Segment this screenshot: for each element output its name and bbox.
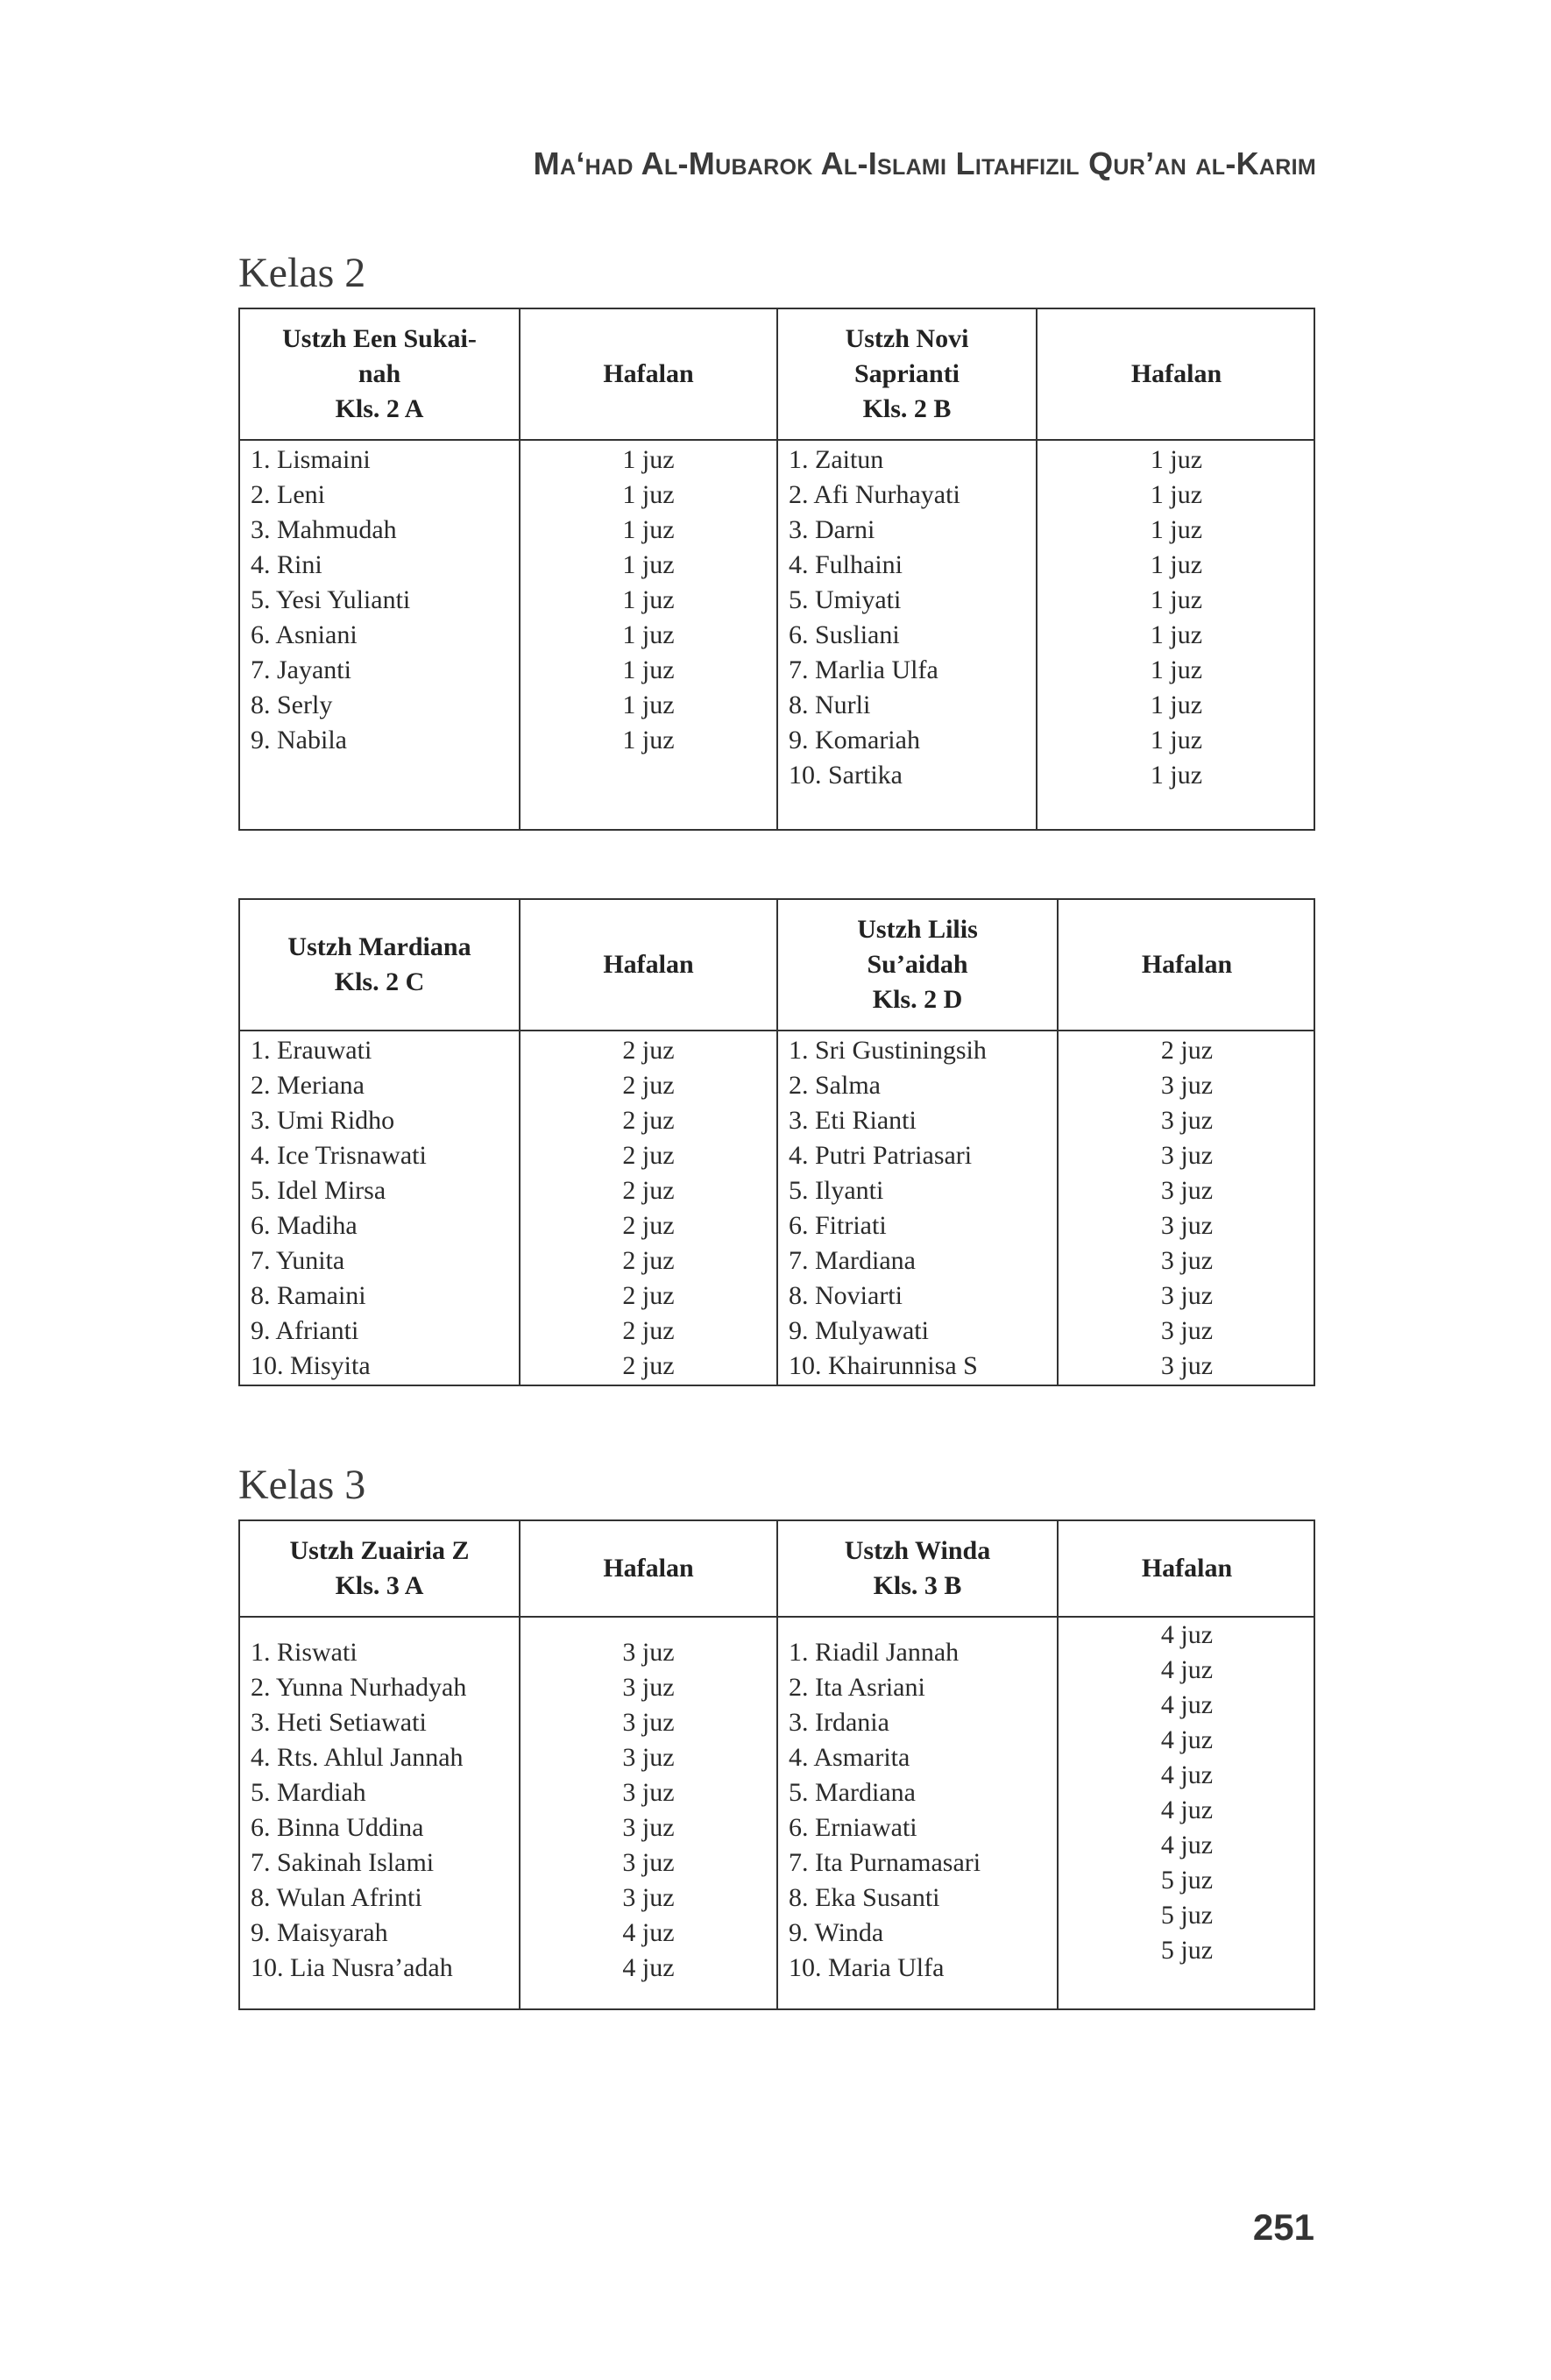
hafalan-value: 3 juz xyxy=(1160,1316,1214,1345)
student-name: 4. Asmarita xyxy=(789,1743,910,1772)
student-name: 7. Marlia Ulfa xyxy=(789,655,938,684)
hafalan-header: Hafalan xyxy=(1141,950,1233,979)
student-name: 8. Wulan Afrinti xyxy=(251,1883,422,1912)
student-name: 1. Lismaini xyxy=(251,445,371,474)
student-name: 9. Winda xyxy=(789,1918,884,1947)
student-name: 7. Ita Purnamasari xyxy=(789,1848,981,1877)
hafalan-value: 3 juz xyxy=(1160,1071,1214,1100)
student-name: 5. Idel Mirsa xyxy=(251,1176,386,1205)
student-name: 1. Zaitun xyxy=(789,445,884,474)
student-name: 5. Mardiah xyxy=(251,1778,366,1807)
hafalan-value: 4 juz xyxy=(1160,1690,1214,1719)
student-name: 4. Ice Trisnawati xyxy=(251,1141,427,1170)
hafalan-value: 3 juz xyxy=(622,1813,675,1842)
hafalan-value: 5 juz xyxy=(1160,1901,1214,1930)
hafalan-list-2d xyxy=(1059,1033,1315,1384)
hafalan-value: 3 juz xyxy=(1160,1106,1214,1135)
student-name: 1. Riadil Jannah xyxy=(789,1638,960,1667)
hafalan-header: Hafalan xyxy=(603,950,694,979)
hafalan-value: 1 juz xyxy=(1150,620,1203,649)
hafalan-value: 1 juz xyxy=(1150,445,1203,474)
page-number: 251 xyxy=(1252,2206,1314,2248)
hafalan-value: 2 juz xyxy=(622,1281,675,1310)
student-name: 6. Susliani xyxy=(789,620,900,649)
student-list-3b xyxy=(789,1635,981,1986)
student-name: 9. Maisyarah xyxy=(251,1918,388,1947)
student-name: 2. Ita Asriani xyxy=(789,1673,925,1702)
student-name: 7. Yunita xyxy=(251,1246,345,1275)
hafalan-value: 2 juz xyxy=(622,1351,675,1380)
hafalan-value: 4 juz xyxy=(1160,1620,1214,1649)
hafalan-value: 2 juz xyxy=(622,1036,675,1065)
hafalan-value: 3 juz xyxy=(622,1673,675,1702)
student-list-3a xyxy=(251,1635,466,1986)
hafalan-value: 4 juz xyxy=(1160,1725,1214,1754)
hafalan-value: 2 juz xyxy=(622,1141,675,1170)
hafalan-value: 3 juz xyxy=(1160,1351,1214,1380)
student-list-2c xyxy=(251,1033,427,1384)
student-name: 4. Rini xyxy=(251,550,322,579)
hafalan-value: 3 juz xyxy=(622,1708,675,1737)
hafalan-header: Hafalan xyxy=(603,1554,694,1583)
student-name: 8. Eka Susanti xyxy=(789,1883,940,1912)
hafalan-list-2a xyxy=(521,443,776,758)
running-head: Ma‘had Al-Mubarok Al-Islami Litahfizil Qur’an al-Karim xyxy=(533,145,1316,181)
hafalan-value: 1 juz xyxy=(1150,585,1203,614)
hafalan-value: 3 juz xyxy=(1160,1281,1214,1310)
student-name: 7. Mardiana xyxy=(789,1246,916,1275)
hafalan-header: Hafalan xyxy=(1141,1554,1233,1583)
hafalan-value: 3 juz xyxy=(1160,1246,1214,1275)
hafalan-value: 1 juz xyxy=(1150,550,1203,579)
student-name: 1. Sri Gustiningsih xyxy=(789,1036,987,1065)
student-name: 8. Nurli xyxy=(789,691,871,719)
hafalan-value: 2 juz xyxy=(622,1211,675,1240)
hafalan-value: 2 juz xyxy=(622,1246,675,1275)
student-name: 2. Leni xyxy=(251,480,325,509)
student-name: 5. Yesi Yulianti xyxy=(251,585,411,614)
student-name: 10. Lia Nusra’adah xyxy=(251,1953,453,1982)
hafalan-value: 3 juz xyxy=(622,1743,675,1772)
student-name: 3. Mahmudah xyxy=(251,515,397,544)
student-name: 3. Umi Ridho xyxy=(251,1106,395,1135)
hafalan-value: 2 juz xyxy=(1160,1036,1214,1065)
hafalan-value: 2 juz xyxy=(622,1176,675,1205)
teacher-header-2c: Ustzh Mardiana Kls. 2 C xyxy=(287,932,471,996)
hafalan-value: 1 juz xyxy=(622,445,675,474)
student-name: 10. Sartika xyxy=(789,761,903,790)
section-title-kelas-3: Kelas 3 xyxy=(238,1462,366,1508)
teacher-header-3b: Ustzh Winda Kls. 3 B xyxy=(844,1536,991,1600)
hafalan-value: 1 juz xyxy=(1150,726,1203,754)
hafalan-list-2c xyxy=(521,1033,776,1384)
hafalan-value: 1 juz xyxy=(622,480,675,509)
student-name: 6. Binna Uddina xyxy=(251,1813,424,1842)
student-name: 1. Erauwati xyxy=(251,1036,372,1065)
student-name: 4. Putri Patriasari xyxy=(789,1141,973,1170)
hafalan-value: 1 juz xyxy=(1150,515,1203,544)
student-name: 6. Fitriati xyxy=(789,1211,887,1240)
hafalan-value: 1 juz xyxy=(622,585,675,614)
student-name: 7. Jayanti xyxy=(251,655,351,684)
student-name: 7. Sakinah Islami xyxy=(251,1848,435,1877)
hafalan-header: Hafalan xyxy=(1130,359,1222,388)
hafalan-value: 1 juz xyxy=(1150,691,1203,719)
hafalan-value: 1 juz xyxy=(622,515,675,544)
student-name: 5. Mardiana xyxy=(789,1778,916,1807)
hafalan-value: 5 juz xyxy=(1160,1936,1214,1965)
hafalan-value: 1 juz xyxy=(622,655,675,684)
student-name: 6. Asniani xyxy=(251,620,358,649)
student-name: 6. Madiha xyxy=(251,1211,358,1240)
hafalan-value: 1 juz xyxy=(622,550,675,579)
hafalan-value: 4 juz xyxy=(1160,1760,1214,1789)
hafalan-value: 4 juz xyxy=(1160,1831,1214,1859)
student-name: 3. Darni xyxy=(789,515,875,544)
hafalan-value: 5 juz xyxy=(1160,1866,1214,1895)
hafalan-value: 4 juz xyxy=(622,1918,675,1947)
student-name: 5. Umiyati xyxy=(789,585,902,614)
hafalan-list-2b xyxy=(1038,443,1315,793)
student-name: 8. Ramaini xyxy=(251,1281,366,1310)
hafalan-value: 3 juz xyxy=(622,1778,675,1807)
hafalan-value: 3 juz xyxy=(622,1638,675,1667)
hafalan-value: 3 juz xyxy=(1160,1211,1214,1240)
student-name: 4. Rts. Ahlul Jannah xyxy=(251,1743,464,1772)
table-kelas-3a-3b xyxy=(238,1519,1315,2010)
student-name: 8. Serly xyxy=(251,691,333,719)
student-name: 9. Nabila xyxy=(251,726,347,754)
teacher-header-2b: Ustzh Novi Saprianti Kls. 2 B xyxy=(845,324,969,423)
student-name: 3. Irdania xyxy=(789,1708,889,1737)
student-name: 9. Afrianti xyxy=(251,1316,359,1345)
teacher-header-2d: Ustzh Lilis Su’aidah Kls. 2 D xyxy=(857,915,978,1014)
hafalan-list-3a xyxy=(521,1635,776,1986)
student-name: 3. Eti Rianti xyxy=(789,1106,917,1135)
hafalan-value: 4 juz xyxy=(622,1953,675,1982)
hafalan-value: 2 juz xyxy=(622,1071,675,1100)
teacher-header-3a: Ustzh Zuairia Z Kls. 3 A xyxy=(289,1536,470,1600)
student-name: 9. Komariah xyxy=(789,726,920,754)
student-name: 10. Misyita xyxy=(251,1351,371,1380)
student-name: 8. Noviarti xyxy=(789,1281,903,1310)
student-name: 3. Heti Setiawati xyxy=(251,1708,427,1737)
hafalan-value: 2 juz xyxy=(622,1106,675,1135)
hafalan-value: 1 juz xyxy=(622,620,675,649)
student-name: 5. Ilyanti xyxy=(789,1176,884,1205)
student-name: 2. Yunna Nurhadyah xyxy=(251,1673,467,1702)
hafalan-value: 1 juz xyxy=(1150,761,1203,790)
hafalan-value: 3 juz xyxy=(1160,1141,1214,1170)
student-name: 2. Salma xyxy=(789,1071,881,1100)
student-name: 2. Afi Nurhayati xyxy=(789,480,960,509)
table-kelas-2c-2d xyxy=(238,898,1315,1386)
student-list-2b xyxy=(789,443,960,793)
hafalan-list-3b xyxy=(1059,1618,1315,1968)
hafalan-header: Hafalan xyxy=(603,359,694,388)
student-name: 10. Maria Ulfa xyxy=(789,1953,945,1982)
hafalan-value: 1 juz xyxy=(1150,655,1203,684)
student-name: 10. Khairunnisa S xyxy=(789,1351,978,1380)
hafalan-value: 4 juz xyxy=(1160,1796,1214,1824)
student-list-2d xyxy=(789,1033,987,1384)
hafalan-value: 3 juz xyxy=(622,1848,675,1877)
hafalan-value: 1 juz xyxy=(1150,480,1203,509)
hafalan-value: 1 juz xyxy=(622,691,675,719)
student-list-2a xyxy=(251,443,410,758)
table-kelas-2a-2b xyxy=(238,308,1315,831)
hafalan-value: 3 juz xyxy=(622,1883,675,1912)
student-name: 9. Mulyawati xyxy=(789,1316,929,1345)
teacher-header-2a: Ustzh Een Sukai- nah Kls. 2 A xyxy=(282,324,477,423)
hafalan-value: 3 juz xyxy=(1160,1176,1214,1205)
student-name: 1. Riswati xyxy=(251,1638,358,1667)
section-title-kelas-2: Kelas 2 xyxy=(238,250,366,296)
student-name: 4. Fulhaini xyxy=(789,550,903,579)
hafalan-value: 4 juz xyxy=(1160,1655,1214,1684)
hafalan-value: 1 juz xyxy=(622,726,675,754)
student-name: 2. Meriana xyxy=(251,1071,365,1100)
hafalan-value: 2 juz xyxy=(622,1316,675,1345)
student-name: 6. Erniawati xyxy=(789,1813,917,1842)
